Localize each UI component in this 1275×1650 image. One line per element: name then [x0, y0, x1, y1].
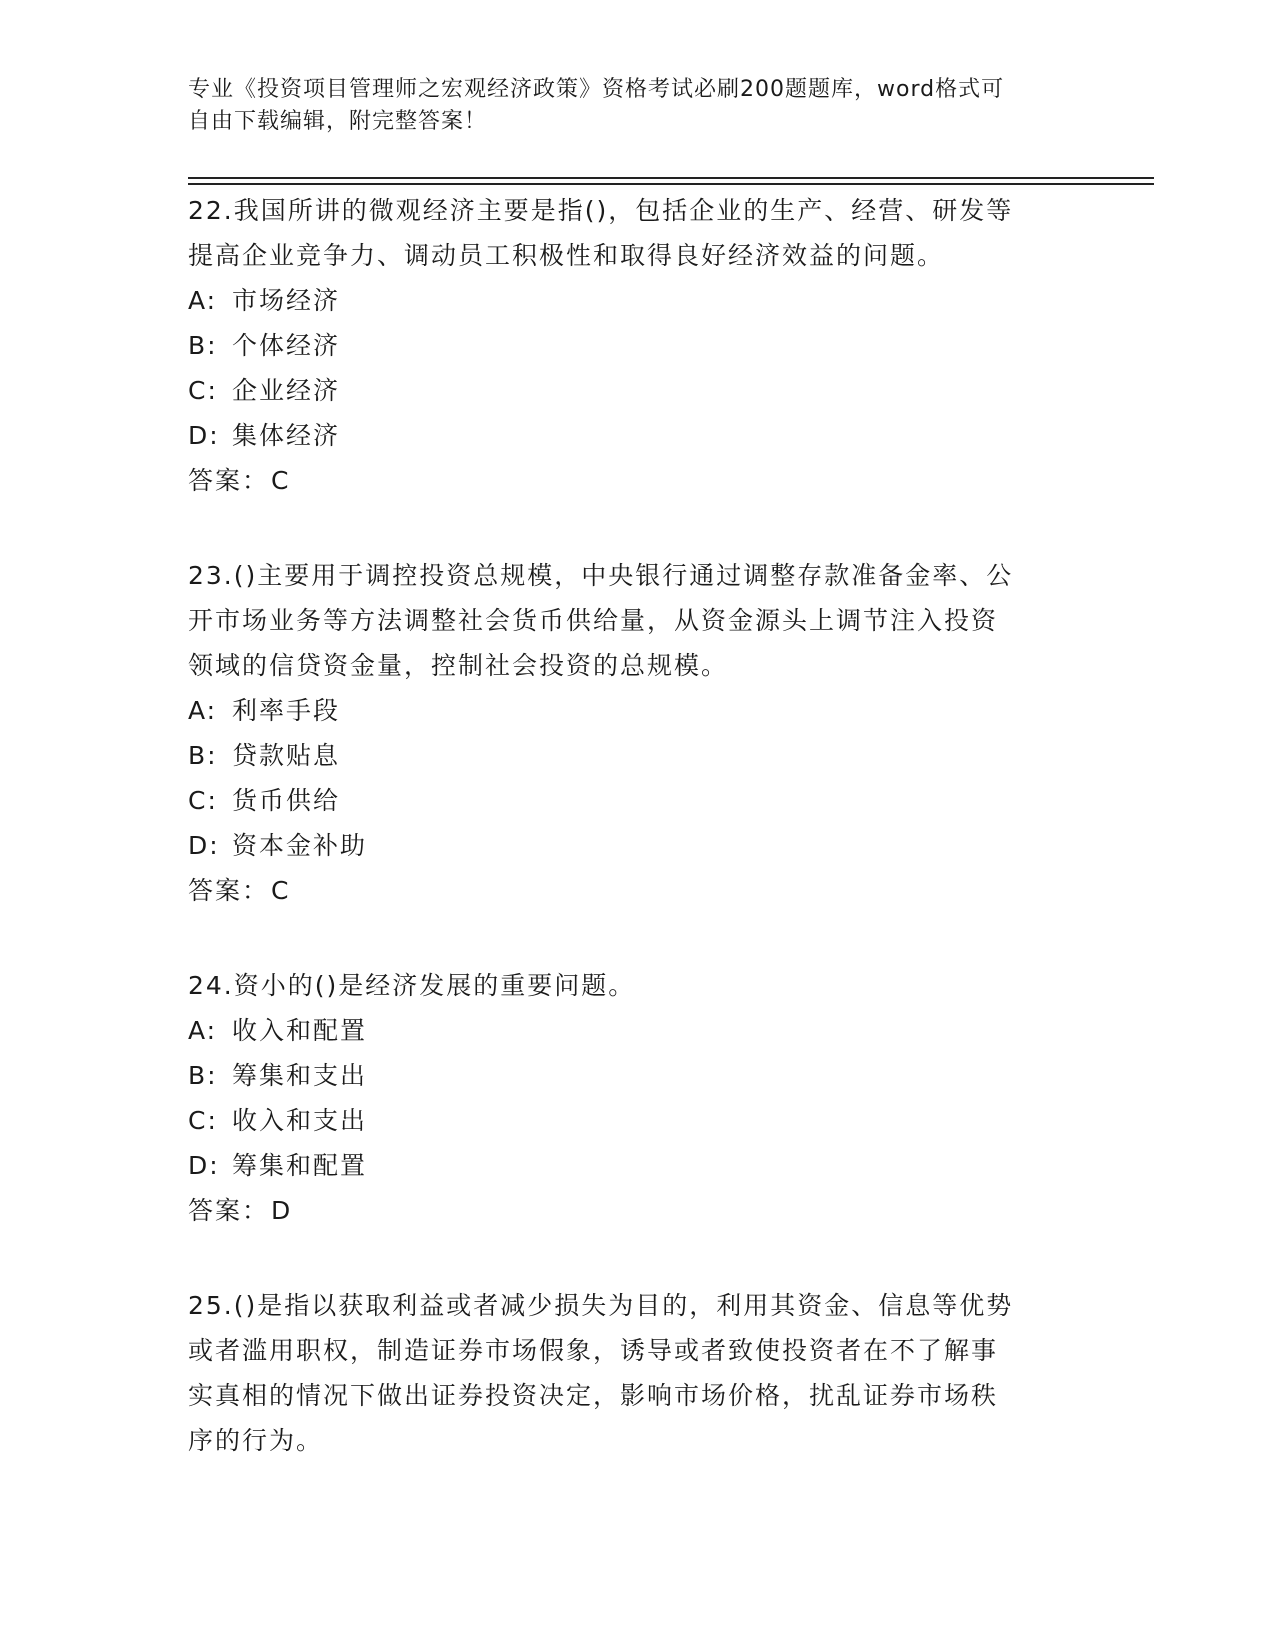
option-letter: B: — [188, 331, 218, 360]
option-c — [188, 368, 1088, 413]
option-a — [188, 278, 1088, 323]
option-text: 贷款贴息 — [232, 741, 341, 770]
answer-value: D — [271, 1196, 293, 1225]
option-b — [188, 323, 1088, 368]
option-letter: B: — [188, 741, 218, 770]
question-stem — [188, 553, 1088, 688]
question-stem-line: 提高企业竞争力、调动员工积极性和取得良好经济效益的问题。 — [188, 241, 945, 270]
answer-label: 答案： — [188, 876, 270, 905]
answer-value: C — [271, 876, 291, 905]
option-letter: D: — [188, 831, 220, 860]
option-text: 企业经济 — [232, 376, 341, 405]
question-stem-line: 或者滥用职权，制造证券市场假象，诱导或者致使投资者在不了解事 — [188, 1336, 999, 1365]
option-d — [188, 413, 1088, 458]
option-text: 利率手段 — [232, 696, 341, 725]
document-header — [188, 74, 1068, 138]
option-list — [188, 278, 1088, 458]
answer-line — [188, 1188, 1088, 1233]
question-spacer — [188, 913, 1088, 963]
answer-label: 答案： — [188, 466, 270, 495]
option-text: 市场经济 — [232, 286, 341, 315]
option-list — [188, 688, 1088, 868]
option-letter: A: — [188, 696, 218, 725]
question-spacer — [188, 1233, 1088, 1283]
option-letter: C: — [188, 376, 218, 405]
option-d — [188, 823, 1088, 868]
question-23 — [188, 553, 1088, 913]
option-list — [188, 1008, 1088, 1188]
answer-line — [188, 458, 1088, 503]
question-stem-line: 开市场业务等方法调整社会货币供给量，从资金源头上调节注入投资 — [188, 606, 999, 635]
question-stem-line: 实真相的情况下做出证券投资决定，影响市场价格，扰乱证券市场秩 — [188, 1381, 999, 1410]
option-letter: B: — [188, 1061, 218, 1090]
question-24 — [188, 963, 1088, 1233]
header-divider-top — [188, 177, 1154, 179]
header-line-1: 专业《投资项目管理师之宏观经济政策》资格考试必刷200题题库，word格式可 — [188, 77, 1005, 102]
option-letter: D: — [188, 421, 220, 450]
answer-label: 答案： — [188, 1196, 270, 1225]
question-stem-line: 序的行为。 — [188, 1426, 324, 1455]
option-letter: C: — [188, 1106, 218, 1135]
question-stem-line: 23.()主要用于调控投资总规模，中央银行通过调整存款准备金率、公 — [188, 561, 1014, 590]
header-line-2: 自由下载编辑，附完整答案！ — [188, 109, 488, 134]
question-stem-line: 24.资小的()是经济发展的重要问题。 — [188, 971, 636, 1000]
option-c — [188, 778, 1088, 823]
option-text: 个体经济 — [232, 331, 341, 360]
option-text: 筹集和支出 — [232, 1061, 368, 1090]
question-stem — [188, 188, 1088, 278]
option-a — [188, 1008, 1088, 1053]
option-text: 货币供给 — [232, 786, 341, 815]
question-stem — [188, 1283, 1088, 1463]
option-letter: D: — [188, 1151, 220, 1180]
answer-line — [188, 868, 1088, 913]
question-list — [188, 188, 1088, 1463]
question-stem-line: 领域的信贷资金量，控制社会投资的总规模。 — [188, 651, 729, 680]
option-b — [188, 1053, 1088, 1098]
question-25 — [188, 1283, 1088, 1463]
option-text: 收入和配置 — [232, 1016, 368, 1045]
header-divider-bottom — [188, 183, 1154, 185]
option-b — [188, 733, 1088, 778]
option-c — [188, 1098, 1088, 1143]
question-22 — [188, 188, 1088, 503]
option-letter: A: — [188, 286, 218, 315]
option-d — [188, 1143, 1088, 1188]
option-text: 集体经济 — [232, 421, 341, 450]
option-letter: C: — [188, 786, 218, 815]
question-stem-line: 22.我国所讲的微观经济主要是指()，包括企业的生产、经营、研发等 — [188, 196, 1014, 225]
question-spacer — [188, 503, 1088, 553]
option-a — [188, 688, 1088, 733]
option-text: 资本金补助 — [232, 831, 368, 860]
answer-value: C — [271, 466, 291, 495]
option-letter: A: — [188, 1016, 218, 1045]
question-stem-line: 25.()是指以获取利益或者减少损失为目的，利用其资金、信息等优势 — [188, 1291, 1014, 1320]
question-stem — [188, 963, 1088, 1008]
option-text: 收入和支出 — [232, 1106, 368, 1135]
option-text: 筹集和配置 — [232, 1151, 368, 1180]
